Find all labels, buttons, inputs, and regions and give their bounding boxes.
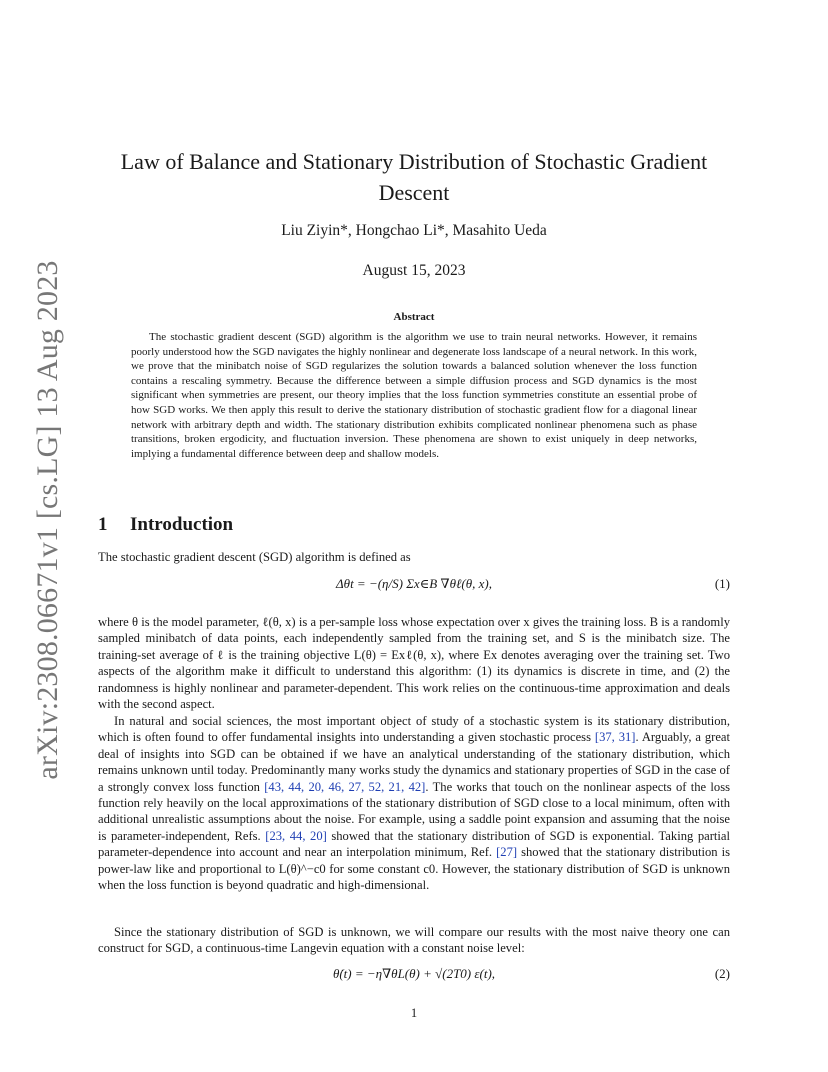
paragraph-3-text-c: . The works that touch on the nonlinear aspects of the loss function rely heavily on the local approximations of the stationary distribution of SGD close to a local minimum, often with additional unrealistic assumptions about the noise. For example, using a saddle point expansion and assuming that the noise is parameter-independent, Refs. bbox=[98, 779, 730, 843]
paragraph-2: where θ is the model parameter, ℓ(θ, x) is a per-sample loss whose expectation over x gives the training loss. B is a randomly sampled minibatch of data points, each independently sampled from the training set, and S is the minibatch size. The training-set average of ℓ is the training objective L(θ) = Exℓ(θ, x), where Ex denotes averaging over the training set. Two aspects of the algorithm make it difficult to understand this algorithm: (1) its dynamics is discrete in time, and (2) the randomness is highly nonlinear and parameter-dependent. This work relies on the continuous-time approximation and deals with the second aspect. bbox=[98, 615, 730, 712]
abstract-text: The stochastic gradient descent (SGD) algorithm is the algorithm we use to train neural networks. However, it remains poorly understood how the SGD navigates the highly nonlinear and degenerate loss landscape of a neural network. In this work, we prove that the minibatch noise of SGD regularizes the solution towards a balanced solution whenever the loss function contains a rescaling symmetry. Because the difference between a simple diffusion process and SGD dynamics is the most significant when symmetries are present, our theory implies that the loss function symmetries constitute an essential probe of how SGD works. We then apply this result to derive the stationary distribution of stochastic gradient flow for a diagonal linear network with arbitrary depth and width. The stationary distribution exhibits complicated nonlinear phenomena such as phase transitions, broken ergodicity, and fluctuation inversion. These phenomena are shown to exist uniquely in deep networks, implying a fundamental difference between deep and shallow models. bbox=[131, 331, 697, 460]
equation-1-expression: Δθt = −(η/S) Σx∈B ∇θℓ(θ, x), bbox=[336, 576, 492, 591]
paragraph-1: The stochastic gradient descent (SGD) algorithm is defined as bbox=[98, 550, 411, 564]
paper-title: Law of Balance and Stationary Distribution of Stochastic Gradient Descent bbox=[120, 149, 708, 205]
paragraph-3 bbox=[98, 713, 730, 893]
abstract-heading: Abstract bbox=[393, 311, 435, 323]
equation-1-number: (1) bbox=[714, 576, 730, 591]
arxiv-identifier: arXiv:2308.06671v1 [cs.LG] 13 Aug 2023 bbox=[31, 260, 64, 780]
section-number: 1 bbox=[98, 514, 108, 535]
equation-2-number: (2) bbox=[714, 966, 730, 981]
citation-link[interactable]: [27] bbox=[496, 845, 518, 860]
author-list: Liu Ziyin*, Hongchao Li*, Masahito Ueda bbox=[281, 222, 547, 239]
section-title: Introduction bbox=[130, 514, 234, 535]
paragraph-4: Since the stationary distribution of SGD is unknown, we will compare our results with the most naive theory one can construct for SGD, a continuous-time Langevin equation with a constant noise level: bbox=[98, 925, 730, 956]
section-heading bbox=[98, 514, 233, 536]
citation-link[interactable]: [23, 44, 20] bbox=[265, 828, 327, 843]
paragraph-3-text-a: In natural and social sciences, the most important object of study of a stochastic system is its stationary distribution, which is often found to offer fundamental insights into understanding a given stochastic process bbox=[98, 714, 730, 745]
paragraph-3-text-b: . Arguably, a great deal of insights into SGD can be obtained if we have an analytical understanding of the stationary distribution, which remains unknown until today. Predominantly many works study the dynamics and stationary properties of SGD in the case of a strongly convex loss function bbox=[98, 730, 731, 794]
paragraph-3-text-e: showed that the stationary distribution is power-law like and proportional to L(θ)^−c0 for some constant c0. However, the stationary distribution of SGD is unknown when the loss function is beyond quadratic and high-dimensional. bbox=[98, 845, 730, 893]
citation-link[interactable]: [37, 31] bbox=[594, 730, 636, 745]
citation-link[interactable]: [43, 44, 20, 46, 27, 52, 21, 42] bbox=[264, 779, 426, 794]
page-number: 1 bbox=[410, 1006, 418, 1020]
equation-2-expression: θ̇(t) = −η∇θL(θ) + √(2T0) ε(t), bbox=[332, 966, 496, 981]
publication-date: August 15, 2023 bbox=[362, 262, 466, 279]
paragraph-3-text-d: showed that the stationary distribution of SGD is exponential. Taking partial parameter-dependence into account and near an interpolation minimum, Ref. bbox=[98, 828, 730, 860]
